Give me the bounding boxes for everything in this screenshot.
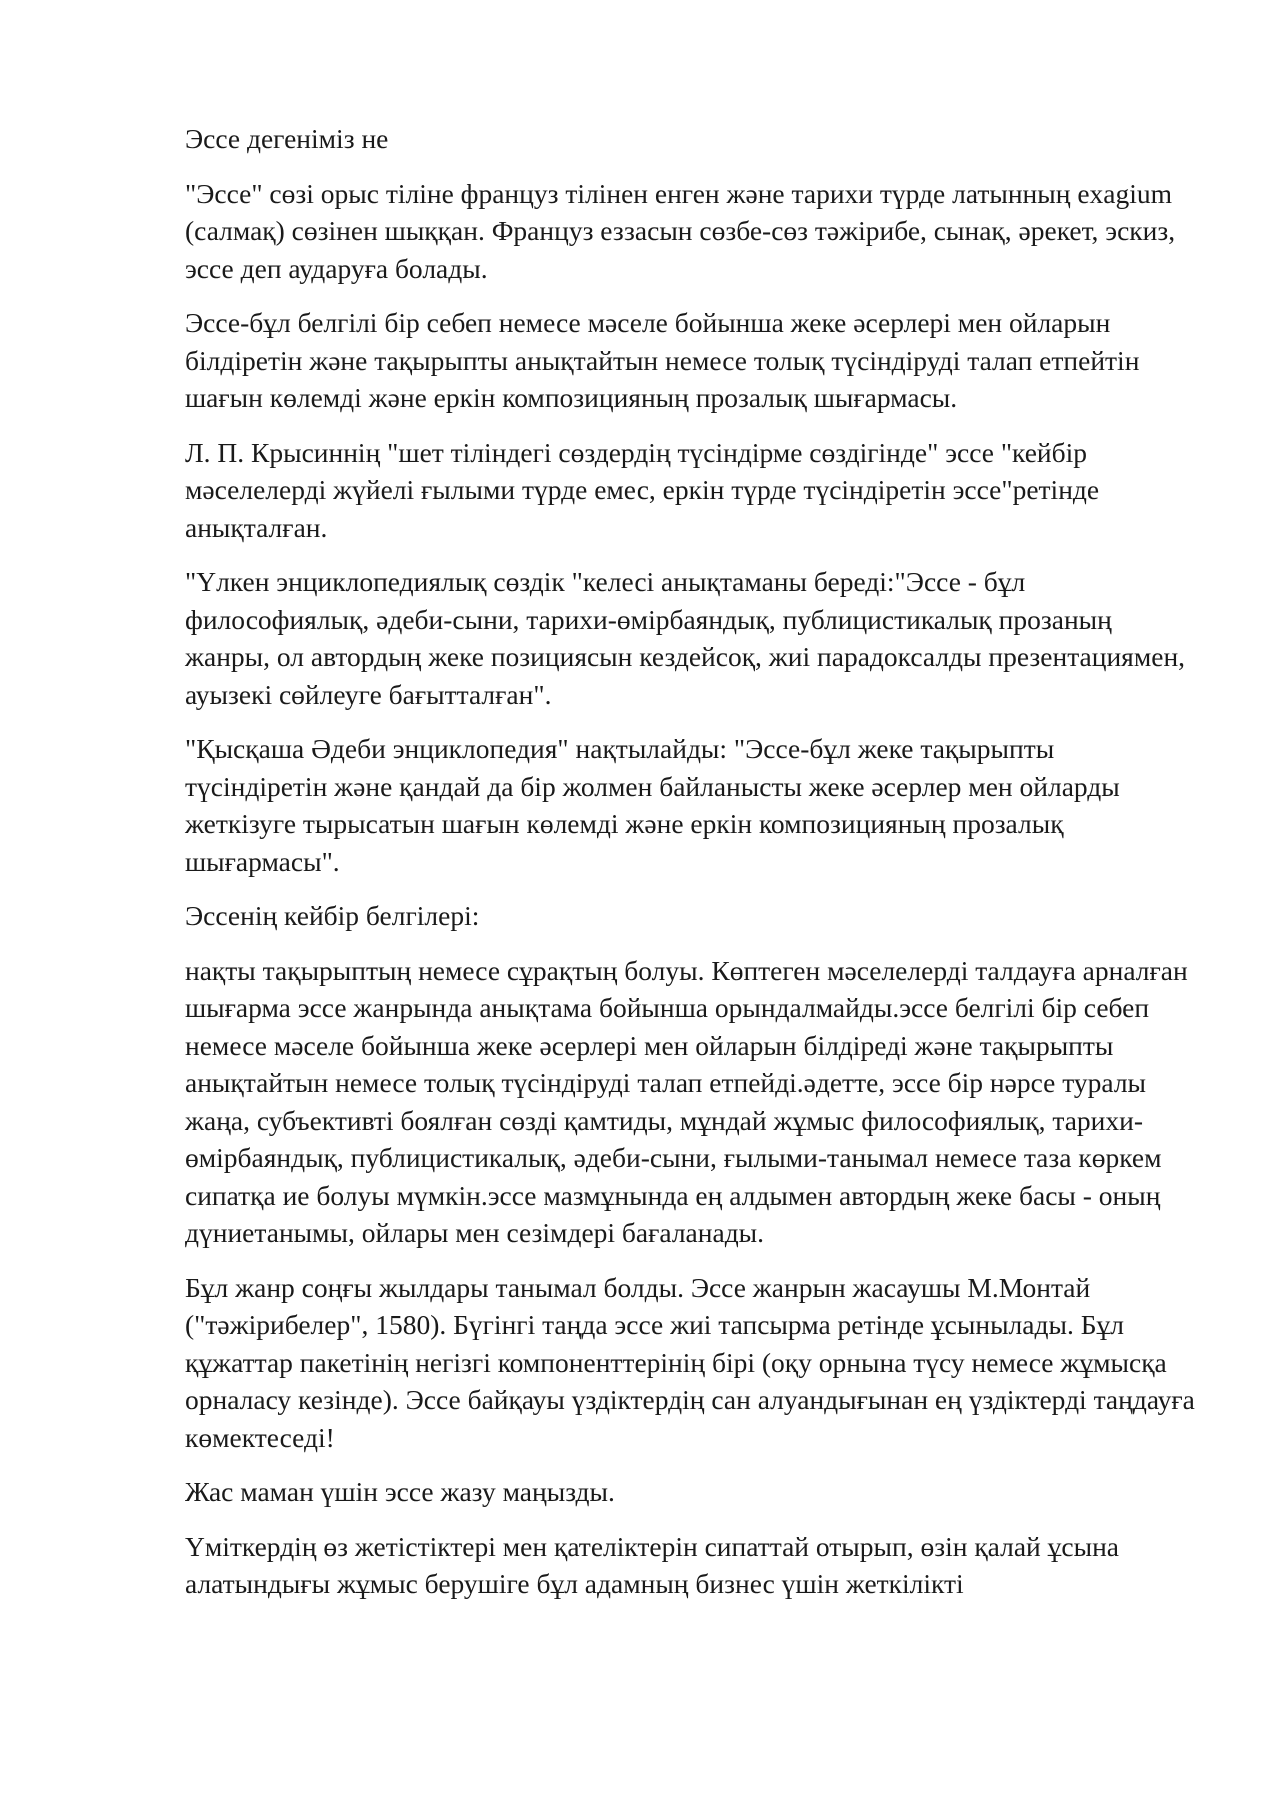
paragraph-features-heading: Эссенің кейбір белгілері: [185,900,480,931]
paragraph-definition: Эссе-бұл белгілі бір себеп немесе мәселе бойынша жеке әсерлері мен ойларын білдіретін және тақырыпты анықтайтын немесе толық түсіндіруді талап етпейтін шағын көлемді және еркін композицияның прозалық шығармасы. [185,307,1140,413]
paragraph-etymology: "Эссе" сөзі орыс тіліне француз тілінен енген және тарихи түрде латынның exagium (салмақ) сөзінен шыққан. Француз еззасын сөзбе-сөз тәжірибе, сынақ, әрекет, эскиз, эссе деп аударуға болады. [185,177,1176,284]
document-title: Эссе дегеніміз не [185,123,389,154]
paragraph-encyclopedic-dictionary: "Үлкен энциклопедиялық сөздік "келесі анықтаманы береді:"Эссе - бұл философиялық, әдеби-сыни, тарихи-өмірбаяндық, публицистикалық прозаның жанры, ол автордың жеке позициясын кездейсоқ, жиі парадоксалды презентациямен, ауызекі сөйлеуге бағытталған". [185,566,1186,710]
paragraph-young-specialist: Жас маман үшін эссе жазу маңызды. [185,1476,615,1507]
paragraph-krysin: Л. П. Крысиннің "шет тіліндегі сөздердің түсіндірме сөздігінде" эссе "кейбір мәселелерді жүйелі ғылыми түрде емес, еркін түрде түсіндіретін эссе"ретінде анықталған. [185,436,1100,543]
paragraph-candidate: Үміткердің өз жетістіктері мен қателіктерін сипаттай отырып, өзін қалай ұсына алатындығы жұмыс берушіге бұл адамның бизнес үшін жеткілікті [185,1530,1120,1599]
document-body [185,120,1195,1620]
paragraph-genre-history: Бұл жанр соңғы жылдары танымал болды. Эссе жанрын жасаушы М.Монтай ("тәжірибелер", 1580). Бүгінгі таңда эссе жиі тапсырма ретінде ұсынылады. Бұл құжаттар пакетінің негізгі компоненттерінің бірі (оқу орнына түсу немесе жұмысқа орналасу кезінде). Эссе байқауы үздіктердің сан алуандығынан ең үздіктерді таңдауға көмектеседі! [185,1271,1195,1453]
paragraph-literary-encyclopedia: "Қысқаша Әдеби энциклопедия" нақтылайды: "Эссе-бұл жеке тақырыпты түсіндіретін және қандай да бір жолмен байланысты жеке әсерлер мен ойларды жеткізуге тырысатын шағын көлемді және еркін композицияның прозалық шығармасы". [185,733,1120,877]
paragraph-features: нақты тақырыптың немесе сұрақтың болуы. Көптеген мәселелерді талдауға арналған шығарма эссе жанрында анықтама бойынша орындалмайды.эссе белгілі бір себеп немесе мәселе бойынша жеке әсерлері мен ойларын білдіреді және тақырыпты анықтайтын немесе толық түсіндіруді талап етпейді.әдетте, эссе бір нәрсе туралы жаңа, субъективті боялған сөзді қамтиды, мұндай жұмыс философиялық, тарихи-өмірбаяндық, публицистикалық, әдеби-сыни, ғылыми-танымал немесе таза көркем сипатқа ие болуы мүмкін.эссе мазмұнында ең алдымен автордың жеке басы - оның дүниетанымы, ойлары мен сезімдері бағаланады. [185,954,1188,1248]
